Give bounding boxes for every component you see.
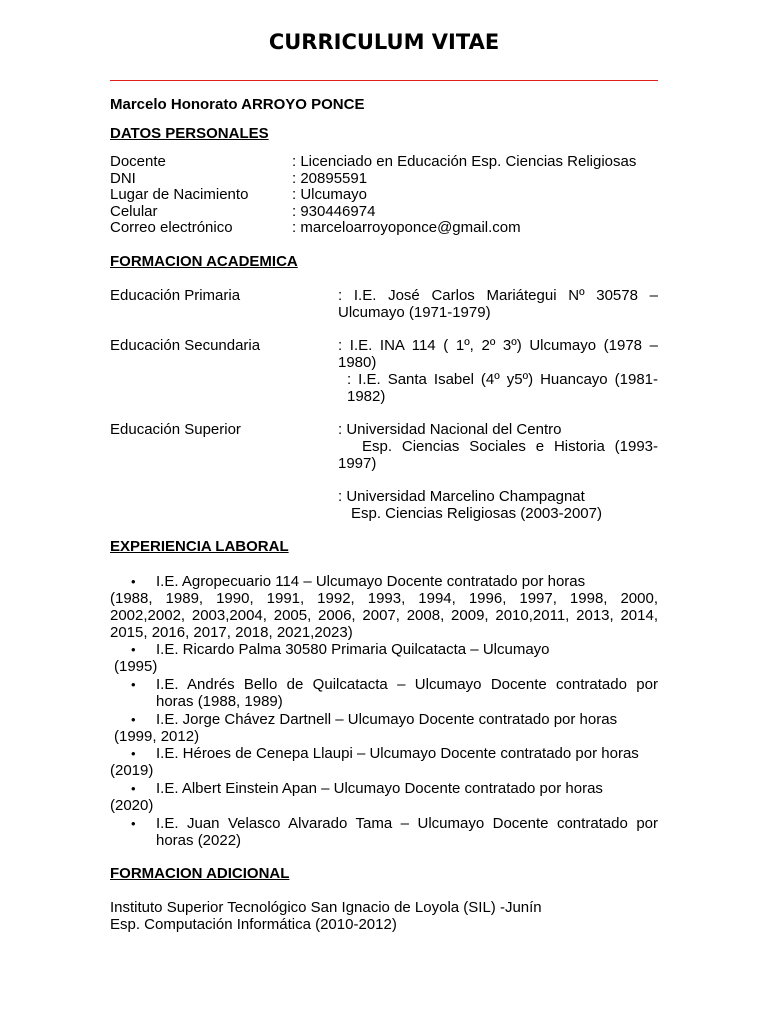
higher-education-line4: : Universidad Marcelino Champagnat <box>338 488 585 505</box>
secondary-education-line4: 1982) <box>347 388 386 405</box>
secondary-education-line2: 1980) <box>338 354 377 371</box>
value-docente: : Licenciado en Educación Esp. Ciencias Religiosas <box>292 153 637 170</box>
higher-education-line5: Esp. Ciencias Religiosas (2003-2007) <box>351 505 602 522</box>
heading-experience: EXPERIENCIA LABORAL <box>110 538 289 555</box>
experience-item-5: I.E. Héroes de Cenepa Llaupi – Ulcumayo Docente contratado por horas <box>156 745 639 762</box>
experience-item-5-years: (2019) <box>110 762 154 779</box>
bullet-icon: • <box>131 574 136 589</box>
label-docente: Docente <box>110 153 166 170</box>
experience-item-2: I.E. Ricardo Palma 30580 Primaria Quilcatacta – Ulcumayo <box>156 641 550 658</box>
experience-item-1-years-line3: 2015, 2016, 2017, 2018, 2021,2023) <box>110 624 353 641</box>
experience-item-2-years: (1995) <box>114 658 158 675</box>
additional-training-institute: Instituto Superior Tecnológico San Ignacio de Loyola (SIL) -Junín <box>110 899 542 916</box>
bullet-icon: • <box>131 816 136 831</box>
heading-personal-data: DATOS PERSONALES <box>110 125 269 142</box>
experience-item-3-years: horas (1988, 1989) <box>156 693 283 710</box>
label-phone: Celular <box>110 203 158 220</box>
additional-training-specialty: Esp. Computación Informática (2010-2012) <box>110 916 397 933</box>
higher-education-line3: 1997) <box>338 455 377 472</box>
document-title: CURRICULUM VITAE <box>268 30 500 54</box>
higher-education-line1: : Universidad Nacional del Centro <box>338 421 562 438</box>
experience-item-7: I.E. Juan Velasco Alvarado Tama – Ulcumayo Docente contratado por <box>156 815 658 832</box>
label-dni: DNI <box>110 170 136 187</box>
secondary-education-line1: : I.E. INA 114 ( 1º, 2º 3º) Ulcumayo (1978 – <box>338 337 658 354</box>
primary-education-line1: : I.E. José Carlos Mariátegui Nº 30578 – <box>338 287 658 304</box>
label-higher-education: Educación Superior <box>110 421 241 438</box>
label-primary-education: Educación Primaria <box>110 287 241 304</box>
experience-item-6: I.E. Albert Einstein Apan – Ulcumayo Docente contratado por horas <box>156 780 603 797</box>
label-secondary-education: Educación Secundaria <box>110 337 261 354</box>
experience-item-4: I.E. Jorge Chávez Dartnell – Ulcumayo Docente contratado por horas <box>156 711 618 728</box>
experience-item-3: I.E. Andrés Bello de Quilcatacta – Ulcumayo Docente contratado por <box>156 676 658 693</box>
primary-education-line2: Ulcumayo (1971-1979) <box>338 304 491 321</box>
heading-academic: FORMACION ACADEMICA <box>110 253 298 270</box>
title-divider <box>110 80 658 81</box>
label-birthplace: Lugar de Nacimiento <box>110 186 249 203</box>
value-dni: : 20895591 <box>292 170 368 187</box>
bullet-icon: • <box>131 781 136 796</box>
value-email: : marceloarroyoponce@gmail.com <box>292 219 521 236</box>
experience-item-1: I.E. Agropecuario 114 – Ulcumayo Docente contratado por horas <box>156 573 586 590</box>
value-birthplace: : Ulcumayo <box>292 186 368 203</box>
experience-item-1-years-line1: (1988, 1989, 1990, 1991, 1992, 1993, 1994, 1996, 1997, 1998, 2000, <box>110 590 658 607</box>
label-email: Correo electrónico <box>110 219 233 236</box>
higher-education-line2: Esp. Ciencias Sociales e Historia (1993- <box>362 438 658 455</box>
person-name: Marcelo Honorato ARROYO PONCE <box>110 96 365 113</box>
heading-additional-training: FORMACION ADICIONAL <box>110 865 290 882</box>
value-phone: : 930446974 <box>292 203 376 220</box>
bullet-icon: • <box>131 746 136 761</box>
experience-item-4-years: (1999, 2012) <box>114 728 200 745</box>
bullet-icon: • <box>131 642 136 657</box>
experience-item-7-years: horas (2022) <box>156 832 242 849</box>
bullet-icon: • <box>131 712 136 727</box>
experience-item-1-years-line2: 2002,2002, 2003,2004, 2005, 2006, 2007, 2008, 2009, 2010,2011, 2013, 2014, <box>110 607 658 624</box>
secondary-education-line3: : I.E. Santa Isabel (4º y5º) Huancayo (1981- <box>347 371 658 388</box>
bullet-icon: • <box>131 677 136 692</box>
experience-item-6-years: (2020) <box>110 797 154 814</box>
